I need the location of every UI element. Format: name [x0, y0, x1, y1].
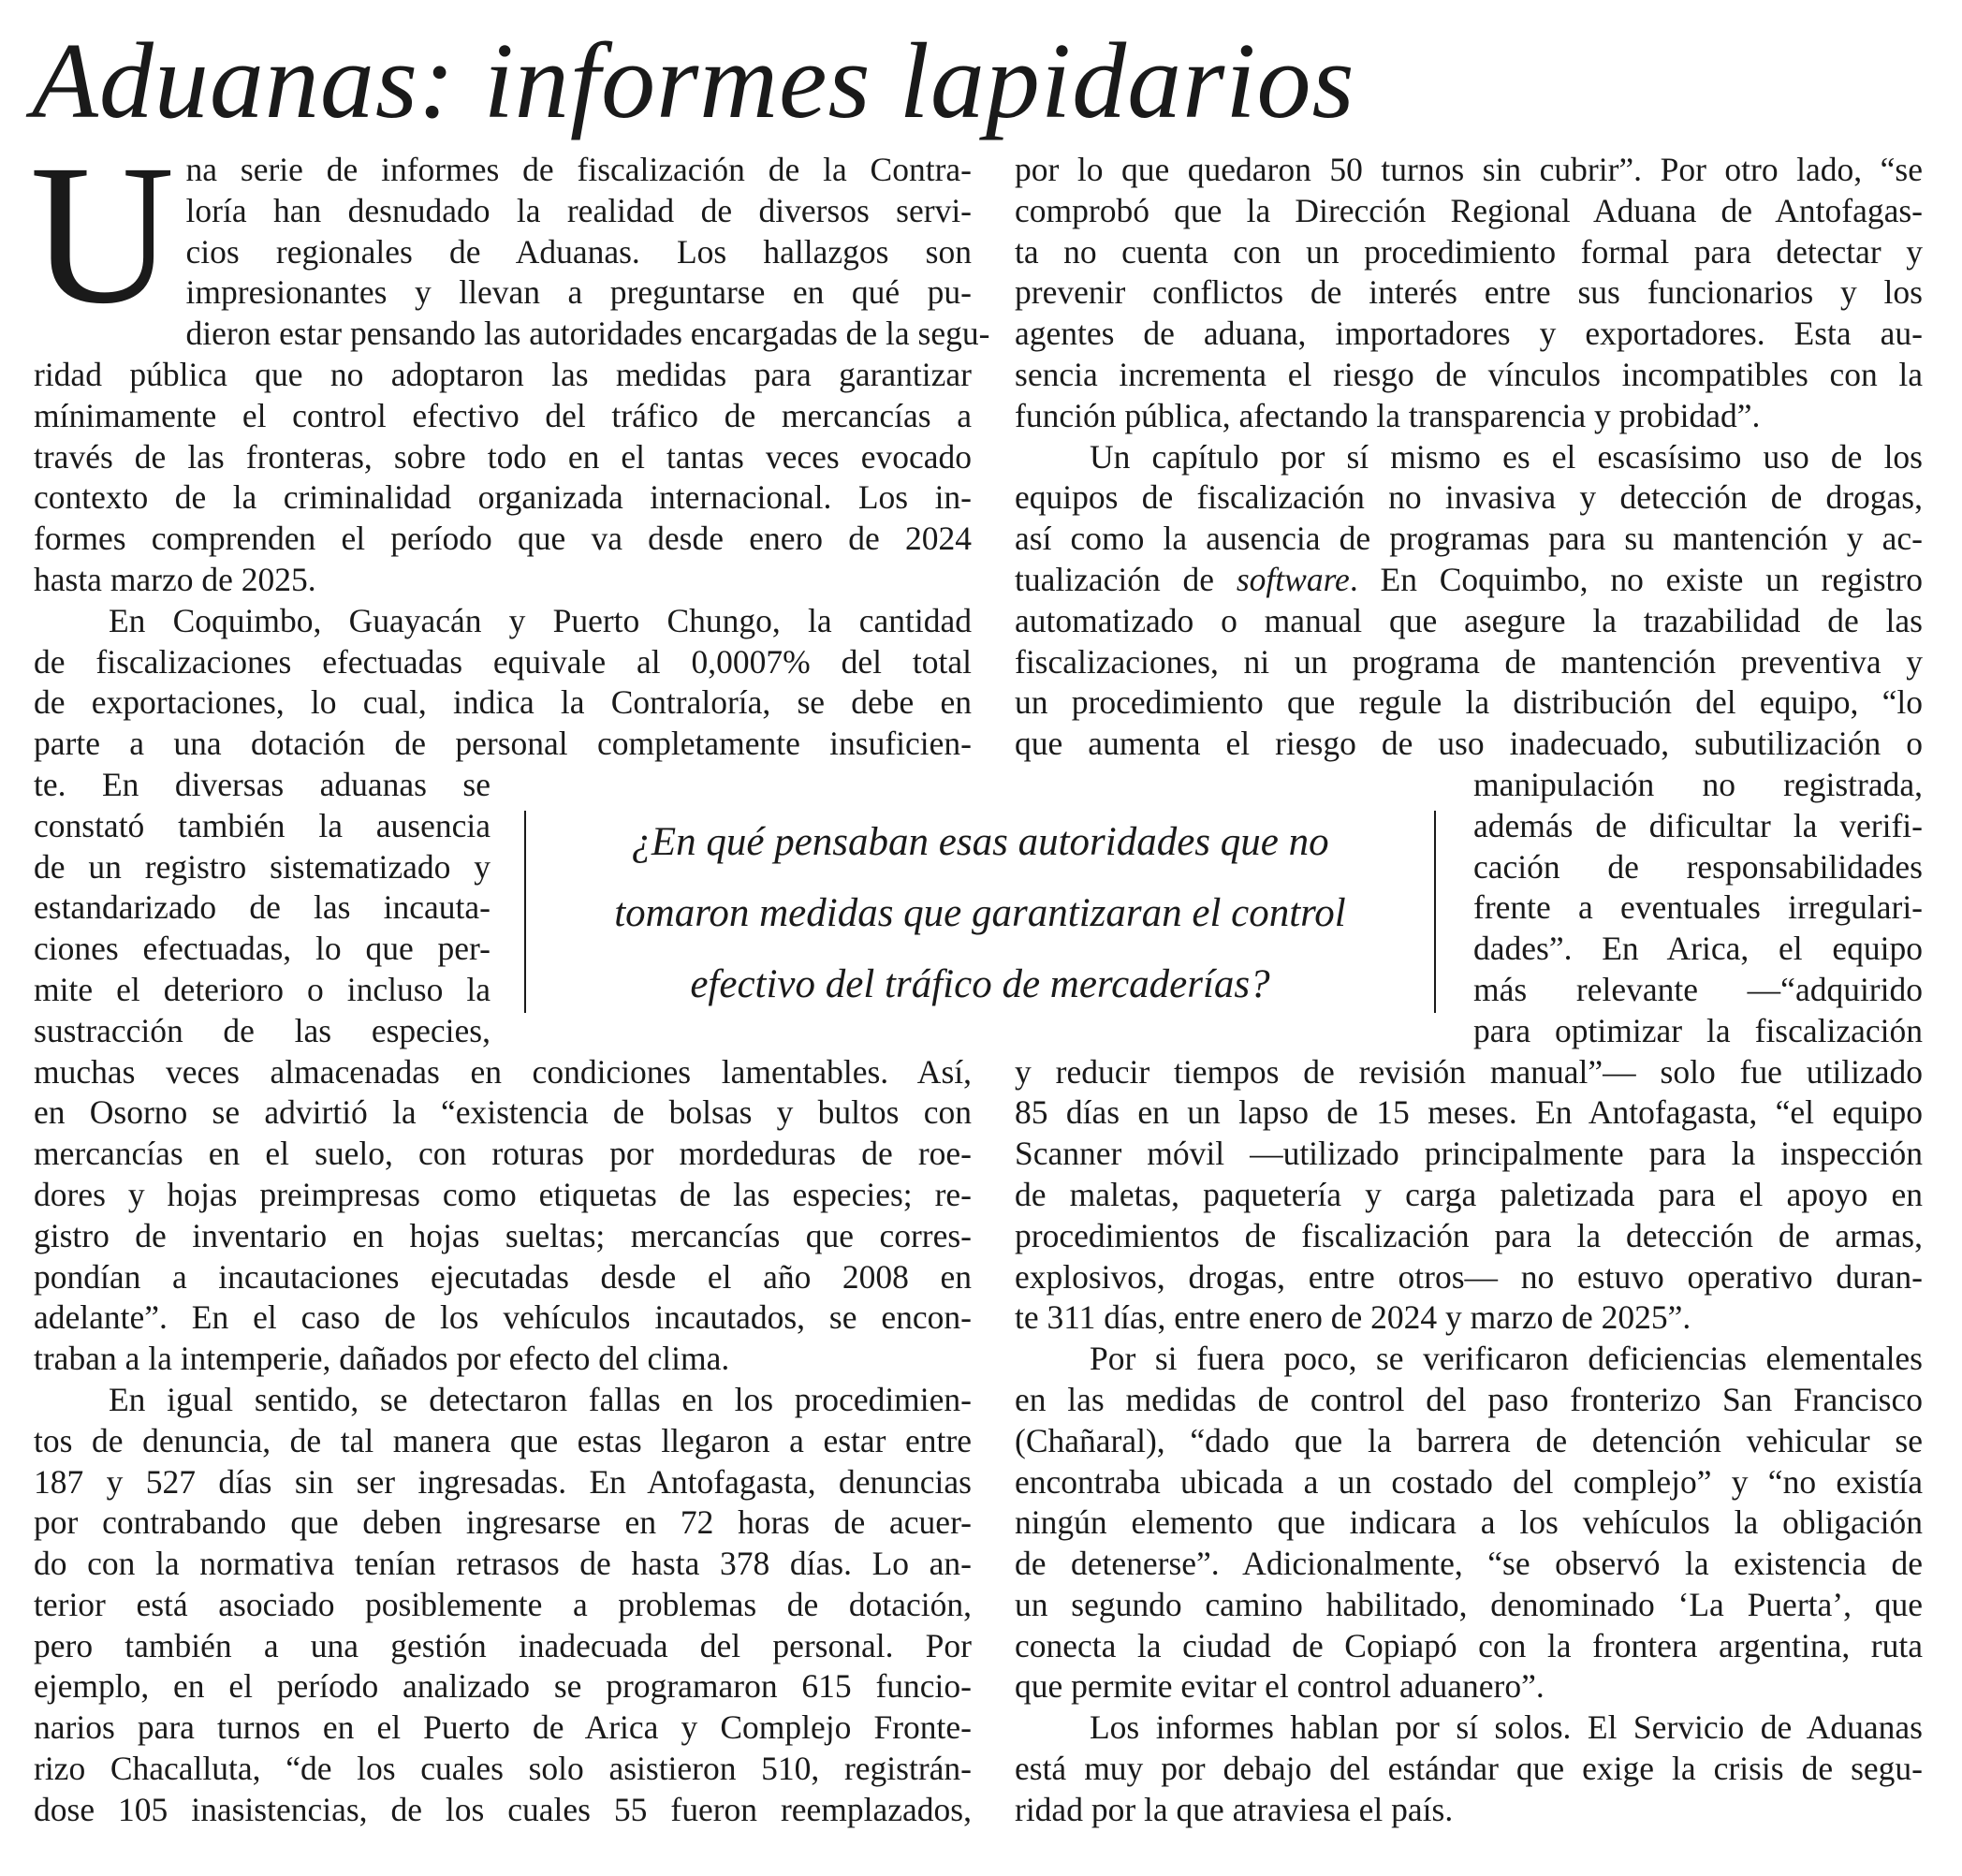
text-line: agentes de aduana, importadores y exportadores. Esta au- — [1015, 315, 1923, 353]
text-line: hasta marzo de 2025. — [34, 560, 316, 598]
text-line: manipulación no registrada, — [1473, 765, 1923, 803]
text-line: gistro de inventario en hojas sueltas; mercancías que corres- — [34, 1216, 972, 1254]
text-line: comprobó que la Dirección Regional Aduana de Antofagas- — [1015, 191, 1923, 229]
text-line-software — [1015, 560, 1923, 601]
text-line: procedimientos de fiscalización para la detección de armas, — [1015, 1216, 1923, 1254]
text-line: ejemplo, en el período analizado se programaron 615 funcio- — [34, 1667, 972, 1706]
text-line: tos de denuncia, de tal manera que estas llegaron a estar entre — [34, 1421, 972, 1459]
text-line: frente a eventuales irregulari- — [1473, 888, 1923, 927]
paragraph-3 — [34, 1380, 972, 1831]
text-line: Por si fuera poco, se verificaron deficiencias elementales — [1090, 1340, 1923, 1378]
text-line: dieron estar pensando las autoridades encargadas de la segu- — [185, 315, 990, 353]
text-line: ridad pública que no adoptaron las medidas para garantizar — [34, 355, 972, 393]
text-line: pero también a una gestión inadecuada del personal. Por — [34, 1626, 972, 1664]
text-line: por lo que quedaron 50 turnos sin cubrir”. Por otro lado, “se — [1015, 151, 1923, 188]
pull-quote-text — [526, 807, 1434, 1020]
text-line: prevenir conflictos de interés entre sus funcionarios y los — [1015, 273, 1923, 312]
text-line: loría han desnudado la realidad de diversos servi- — [185, 191, 972, 229]
text-line: más relevante —“adquirido — [1473, 970, 1923, 1008]
text-line: mercancías en el suelo, con roturas por mordeduras de roe- — [34, 1135, 972, 1173]
text-line: sencia incrementa el riesgo de vínculos incompatibles con la — [1015, 355, 1923, 393]
text-fragment: tualización de — [1015, 560, 1237, 598]
text-line: que aumenta el riesgo de uso inadecuado, subutilización o — [1015, 725, 1923, 763]
text-line: estandarizado de las incauta- — [34, 888, 490, 927]
headline: Aduanas: informes lapidarios — [32, 22, 1355, 141]
text-line: ridad por la que atraviesa el país. — [1015, 1790, 1454, 1828]
text-line: en Osorno se advirtió la “existencia de bolsas y bultos con — [34, 1093, 972, 1132]
text-line: parte a una dotación de personal completamente insuficien- — [34, 725, 972, 763]
text-line: dose 105 inasistencias, de los cuales 55 fueron reemplazados, — [34, 1790, 972, 1828]
text-line: cios regionales de Aduanas. Los hallazgos son — [185, 232, 972, 271]
text-line: que permite evitar el control aduanero”. — [1015, 1667, 1545, 1706]
text-line: conecta la ciudad de Copiapó con la frontera argentina, ruta — [1015, 1626, 1923, 1664]
text-line: na serie de informes de fiscalización de la Contra- — [185, 151, 972, 188]
text-line: función pública, afectando la transparencia y probidad”. — [1015, 396, 1761, 434]
text-line: encontraba ubicada a un costado del complejo” y “no existía — [1015, 1462, 1923, 1501]
text-line: Scanner móvil —utilizado principalmente para la inspección — [1015, 1135, 1923, 1173]
text-line: de detenerse”. Adicionalmente, “se observó la existencia de — [1015, 1545, 1923, 1583]
text-line: impresionantes y llevan a preguntarse en qué pu- — [185, 273, 972, 312]
paragraph-4 — [1015, 150, 1923, 437]
text-line: así como la ausencia de programas para su mantención y ac- — [1015, 520, 1923, 558]
text-line: un procedimiento que regule la distribución del equipo, “lo — [1015, 683, 1923, 722]
text-line: mínimamente el control efectivo del tráfico de mercancías a — [34, 396, 972, 434]
text-line: traban a la intemperie, dañados por efecto del clima. — [34, 1340, 730, 1378]
text-line: cación de responsabilidades — [1473, 847, 1923, 886]
text-line: terior está asociado posiblemente a problemas de dotación, — [34, 1585, 972, 1623]
text-line: de fiscalizaciones efectuadas equivale al 0,0007% del total — [34, 642, 972, 681]
text-line: en las medidas de control del paso fronterizo San Francisco — [1015, 1380, 1923, 1418]
text-line: de exportaciones, lo cual, indica la Contraloría, se debe en — [34, 683, 972, 722]
text-line: través de las fronteras, sobre todo en el tantas veces evocado — [34, 437, 972, 476]
text-line: equipos de fiscalización no invasiva y detección de drogas, — [1015, 478, 1923, 517]
text-line: contexto de la criminalidad organizada internacional. Los in- — [34, 478, 972, 517]
text-line: te 311 días, entre enero de 2024 y marzo de 2025”. — [1015, 1298, 1691, 1337]
text-line: automatizado o manual que asegure la trazabilidad de las — [1015, 601, 1923, 639]
text-line: dades”. En Arica, el equipo — [1473, 930, 1923, 968]
text-line: muchas veces almacenadas en condiciones lamentables. Así, — [34, 1052, 972, 1091]
text-line: ningún elemento que indicara a los vehículos la obligación — [1015, 1503, 1923, 1542]
text-line: formes comprenden el período que va desde enero de 2024 — [34, 520, 972, 558]
text-line: un segundo camino habilitado, denominado ‘La Puerta’, que — [1015, 1585, 1923, 1623]
text-line: ta no cuenta con un procedimiento formal para detectar y — [1015, 232, 1923, 271]
text-line: además de dificultar la verifi- — [1473, 806, 1923, 844]
text-line: por contrabando que deben ingresarse en 72 horas de acuer- — [34, 1503, 972, 1542]
text-line: Los informes hablan por sí solos. El Servicio de Aduanas — [1090, 1708, 1923, 1747]
paragraph-1 — [30, 124, 990, 601]
pull-quote-line: efectivo del tráfico de mercaderías? — [690, 962, 1270, 1006]
text-line: En igual sentido, se detectaron fallas en los procedimien- — [109, 1380, 972, 1418]
text-fragment: . En Coquimbo, no existe un registro — [1349, 560, 1923, 598]
text-line: (Chañaral), “dado que la barrera de detención vehicular se — [1015, 1421, 1923, 1459]
text-line: constató también la ausencia — [34, 806, 490, 844]
text-line: de maletas, paquetería y carga paletizada para el apoyo en — [1015, 1175, 1923, 1213]
pull-quote-line: ¿En qué pensaban esas autoridades que no — [631, 820, 1329, 864]
text-line: ciones efectuadas, lo que per- — [34, 930, 490, 968]
pull-quote-line: tomaron medidas que garantizaran el control — [614, 891, 1346, 935]
text-line: sustracción de las especies, — [34, 1011, 490, 1049]
text-line: y reducir tiempos de revisión manual”— solo fue utilizado — [1015, 1052, 1923, 1091]
drop-cap: U — [30, 124, 175, 345]
text-line: En Coquimbo, Guayacán y Puerto Chungo, la cantidad — [109, 601, 972, 639]
text-line: de un registro sistematizado y — [34, 847, 490, 886]
text-line: do con la normativa tenían retrasos de hasta 378 días. Lo an- — [34, 1545, 972, 1583]
text-line: mite el deterioro o incluso la — [34, 970, 490, 1008]
text-line: 187 y 527 días sin ser ingresadas. En Antofagasta, denuncias — [34, 1462, 972, 1501]
text-line: explosivos, drogas, entre otros— no estuvo operativo duran- — [1015, 1257, 1923, 1296]
text-line: fiscalizaciones, ni un programa de mantención preventiva y — [1015, 642, 1923, 681]
text-line: Un capítulo por sí mismo es el escasísimo uso de los — [1090, 437, 1923, 476]
text-line: para optimizar la fiscalización — [1473, 1011, 1923, 1049]
text-line: 85 días en un lapso de 15 meses. En Antofagasta, “el equipo — [1015, 1093, 1923, 1132]
pull-quote — [524, 811, 1436, 1013]
text-line: narios para turnos en el Puerto de Arica y Complejo Fronte- — [34, 1708, 972, 1747]
paragraph-6 — [1015, 1339, 1923, 1707]
text-line: está muy por debajo del estándar que exige la crisis de segu- — [1015, 1750, 1923, 1788]
italic-word: software — [1236, 560, 1350, 598]
paragraph-7 — [1015, 1707, 1923, 1830]
text-line: rizo Chacalluta, “de los cuales solo asistieron 510, registrán- — [34, 1750, 972, 1788]
text-line: te. En diversas aduanas se — [34, 765, 490, 803]
text-line: pondían a incautaciones ejecutadas desde el año 2008 en — [34, 1257, 972, 1296]
text-line: dores y hojas preimpresas como etiquetas de las especies; re- — [34, 1175, 972, 1213]
text-line: adelante”. En el caso de los vehículos incautados, se encon- — [34, 1298, 972, 1337]
